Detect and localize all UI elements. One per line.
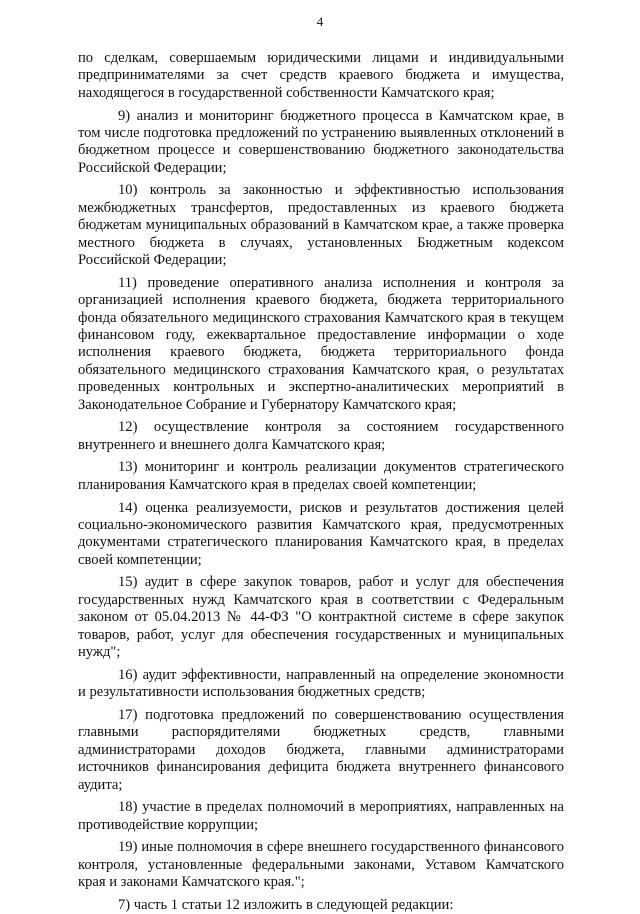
paragraph-item-15: 15) аудит в сфере закупок товаров, работ и услуг для обеспечения государственных нужд Камчатского края в соответствии с Федеральным законом от 05.04.2013 № 44-ФЗ "О контрактной системе в сфере закупок товаров, работ, услуг для обеспечения государственных и муниципальных нужд"; [78, 574, 564, 661]
paragraph-item-18: 18) участие в пределах полномочий в мероприятиях, направленных на противодействие коррупции; [78, 799, 564, 833]
paragraph-amendment-7: 7) часть 1 статьи 12 изложить в следующей редакции: [118, 896, 454, 913]
document-body [78, 50, 564, 914]
paragraph-item-12: 12) осуществление контроля за состоянием государственного внутреннего и внешнего долга Камчатского края; [78, 419, 564, 453]
paragraph-item-10: 10) контроль за законностью и эффективностью использования межбюджетных трансфертов, предоставленных из краевого бюджета бюджетам муниципальных образований в Камчатском крае, а также проверка местного бюджета в случаях, установленных Бюджетным кодексом Российской Федерации; [78, 182, 564, 269]
paragraph-item-17: 17) подготовка предложений по совершенствованию осуществления главными распорядителями бюджетных средств, главными администраторами доходов бюджета, главными администраторами источников финансирования дефицита бюджета внутреннего финансового аудита; [78, 706, 564, 793]
paragraph-item-9: 9) анализ и мониторинг бюджетного процесса в Камчатском крае, в том числе подготовка предложений по устранению выявленных отклонений в бюджетном процессе и совершенствованию бюджетного законодательства Российской Федерации; [78, 107, 564, 176]
paragraph-item-19: 19) иные полномочия в сфере внешнего государственного финансового контроля, установленные федеральными законами, Уставом Камчатского края и законами Камчатского края."; [78, 839, 564, 891]
paragraph-continuation: по сделкам, совершаемым юридическими лицами и индивидуальными предпринимателями за счет средств краевого бюджета и имущества, находящегося в государственной собственности Камчатского края; [78, 50, 564, 101]
paragraph-item-11: 11) проведение оперативного анализа исполнения и контроля за организацией исполнения краевого бюджета, бюджета территориального фонда обязательного медицинского страхования Камчатского края в текущем финансовом году, ежеквартальное предоставление информации о ходе исполнения краевого бюджета, бюджета территориального фонда обязательного медицинского страхования Камчатского края, о результатах проведенных контрольных и экспертно-аналитических мероприятий в Законодательное Собрание и Губернатору Камчатского края; [78, 274, 564, 413]
paragraph-item-13: 13) мониторинг и контроль реализации документов стратегического планирования Камчатского края в пределах своей компетенции; [78, 459, 564, 493]
page-number: 4 [316, 14, 324, 29]
paragraph-item-16: 16) аудит эффективности, направленный на определение экономности и результативности использования бюджетных средств; [78, 666, 564, 701]
paragraph-item-14: 14) оценка реализуемости, рисков и результатов достижения целей социально-экономического развития Камчатского края, предусмотренных документами стратегического планирования Камчатского края, в пределах своей компетенции; [78, 499, 564, 568]
